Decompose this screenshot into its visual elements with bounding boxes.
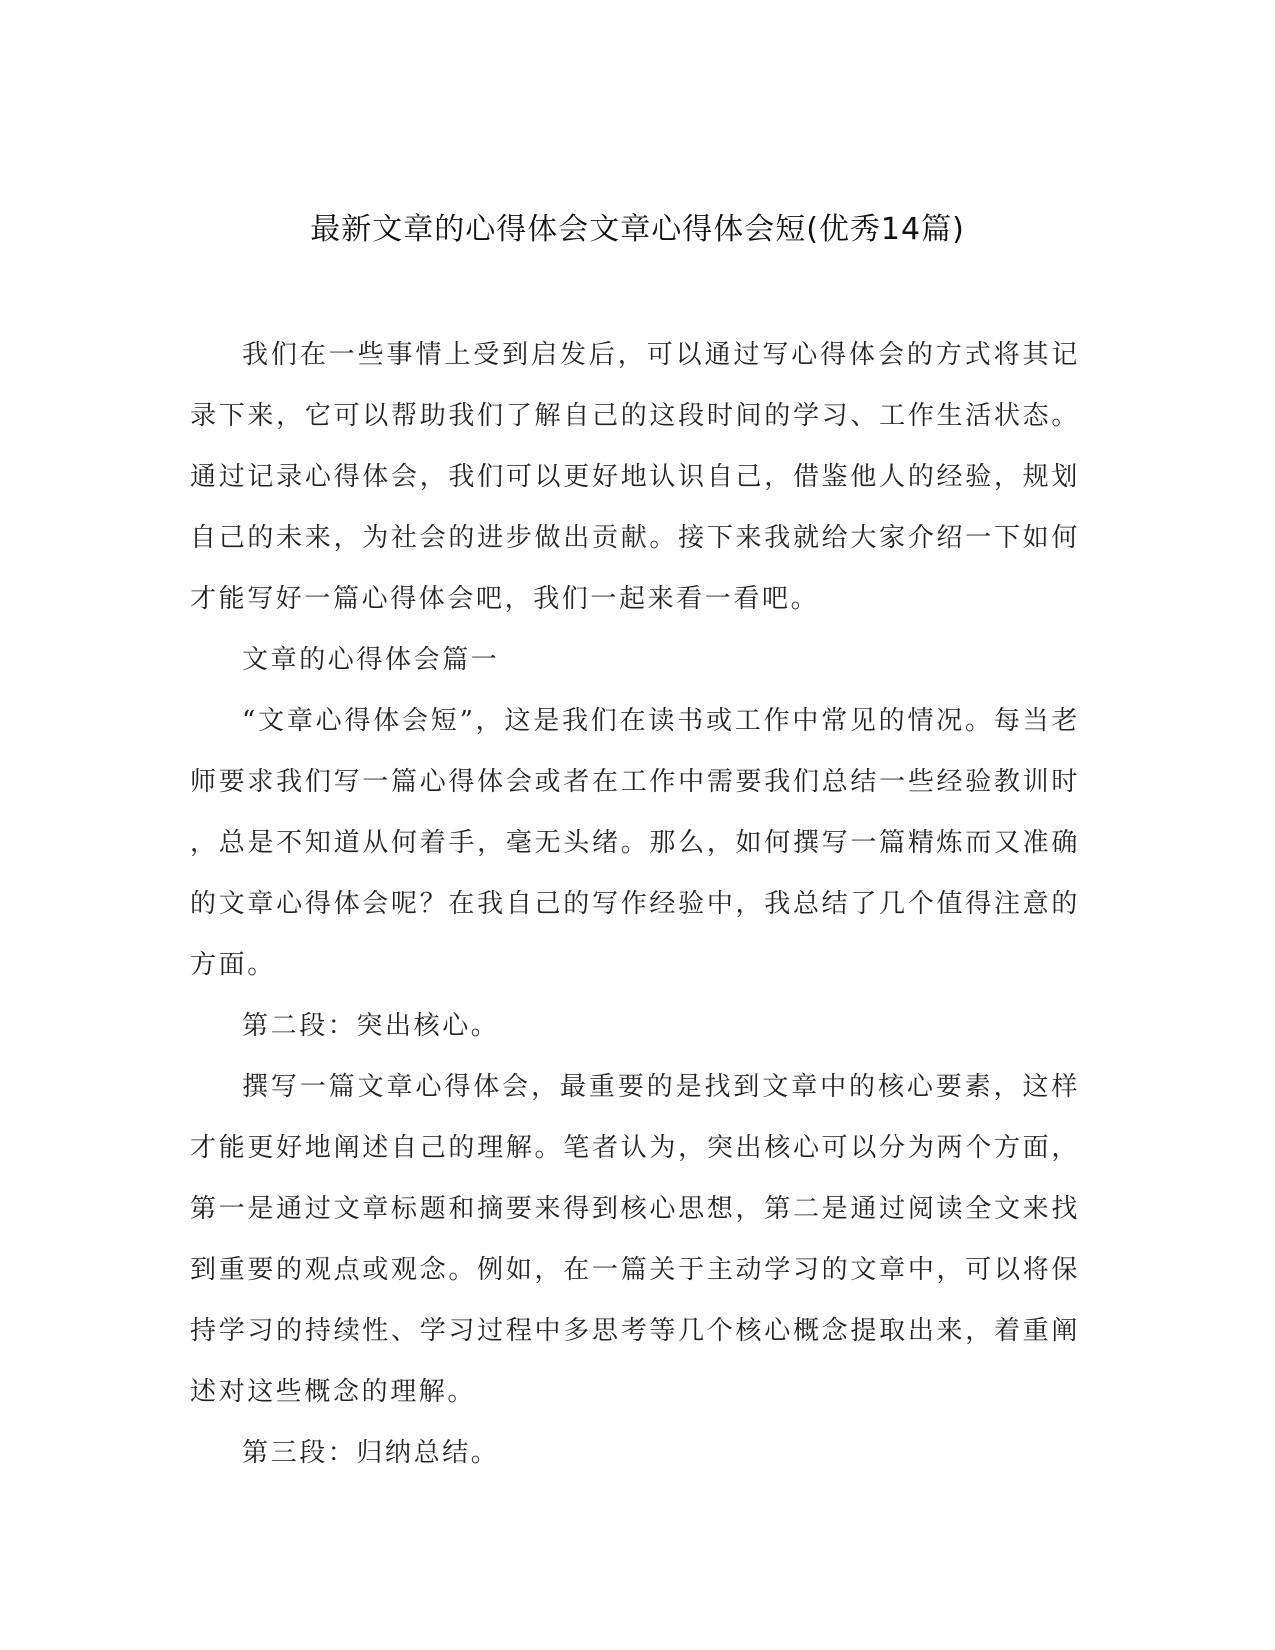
intro-paragraph: 我们在一些事情上受到启发后，可以通过写心得体会的方式将其记录下来，它可以帮助我们了解自己的这段时间的学习、工作生活状态。通过记录心得体会，我们可以更好地认识自己，借鉴他人的经验，规划自己的未来，为社会的进步做出贡献。接下来我就给大家介绍一下如何才能写好一篇心得体会吧，我们一起来看一看吧。 bbox=[190, 340, 1080, 614]
body-paragraph: 撰写一篇文章心得体会，最重要的是找到文章中的核心要素，这样才能更好地阐述自己的理解。笔者认为，突出核心可以分为两个方面，第一是通过文章标题和摘要来得到核心思想，第二是通过阅读全文来找到重要的观点或观念。例如，在一篇关于主动学习的文章中，可以将保持学习的持续性、学习过程中多思考等几个核心概念提取出来，着重阐述对这些概念的理解。 bbox=[190, 1072, 1080, 1407]
document-body bbox=[190, 325, 1080, 1484]
body-paragraph: “文章心得体会短”，这是我们在读书或工作中常见的情况。每当老师要求我们写一篇心得体会或者在工作中需要我们总结一些经验教训时，总是不知道从何着手，毫无头绪。那么，如何撰写一篇精炼而又准确的文章心得体会呢？在我自己的写作经验中，我总结了几个值得注意的方面。 bbox=[190, 706, 1080, 980]
document-title: 最新文章的心得体会文章心得体会短(优秀14篇) bbox=[310, 212, 965, 247]
section-heading-2: 第二段：突出核心。 bbox=[242, 1011, 500, 1041]
section-heading-3: 第三段：归纳总结。 bbox=[242, 1438, 500, 1468]
section-heading-1: 文章的心得体会篇一 bbox=[242, 645, 500, 675]
